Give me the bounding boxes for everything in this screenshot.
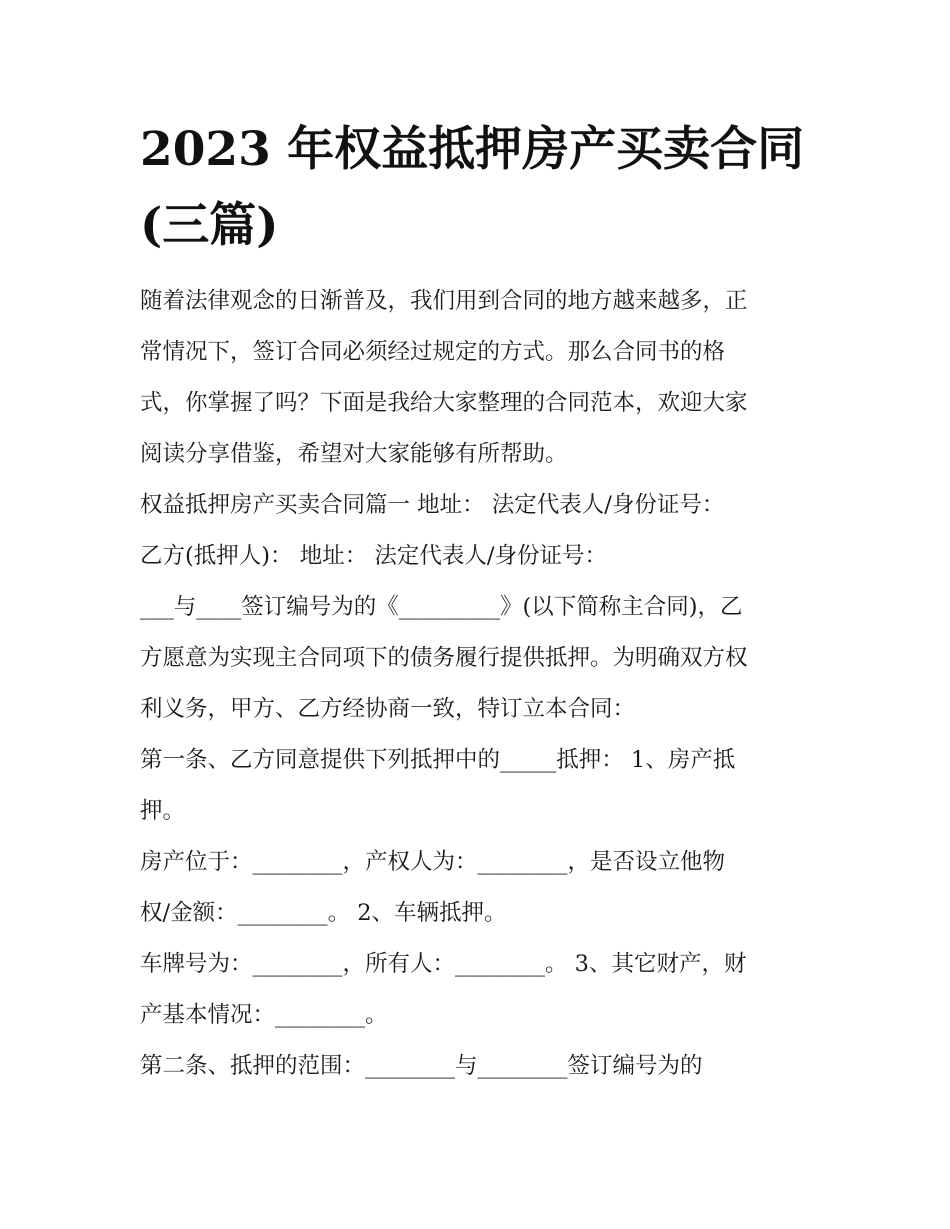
body-line: 房产位于：________，产权人为：________，是否设立他物 bbox=[140, 849, 726, 875]
body-line: 产基本情况：________。 bbox=[140, 1002, 388, 1028]
body-line: 第二条、抵押的范围：________与________签订编号为的 bbox=[140, 1053, 703, 1079]
title-line-2: (三篇) bbox=[140, 198, 279, 253]
body-line: 乙方(抵押人)： 地址： 法定代表人/身份证号： bbox=[140, 543, 607, 569]
document-title bbox=[140, 112, 820, 264]
document-body bbox=[140, 276, 820, 1092]
body-line: 式，你掌握了吗？下面是我给大家整理的合同范本，欢迎大家 bbox=[140, 390, 748, 416]
body-line: 随着法律观念的日渐普及，我们用到合同的地方越来越多，正 bbox=[140, 288, 748, 314]
body-line: 方愿意为实现主合同项下的债务履行提供抵押。为明确双方权 bbox=[140, 645, 748, 671]
body-line: 押。 bbox=[140, 798, 186, 824]
body-line: 权/金额：________。 2、车辆抵押。 bbox=[140, 900, 507, 926]
body-line: 利义务，甲方、乙方经协商一致，特订立本合同： bbox=[140, 696, 636, 722]
body-line: 权益抵押房产买卖合同篇一 地址： 法定代表人/身份证号： bbox=[140, 492, 725, 518]
body-line: 阅读分享借鉴，希望对大家能够有所帮助。 bbox=[140, 441, 568, 467]
body-line: 第一条、乙方同意提供下列抵押中的_____抵押： 1、房产抵 bbox=[140, 747, 736, 773]
body-line: 车牌号为：________，所有人：________。 3、其它财产，财 bbox=[140, 951, 747, 977]
body-line: ___与____签订编号为的《_________》(以下简称主合同)，乙 bbox=[140, 594, 743, 620]
body-line: 常情况下，签订合同必须经过规定的方式。那么合同书的格 bbox=[140, 339, 726, 365]
title-line-1: 2023 年权益抵押房产买卖合同 bbox=[140, 122, 805, 177]
